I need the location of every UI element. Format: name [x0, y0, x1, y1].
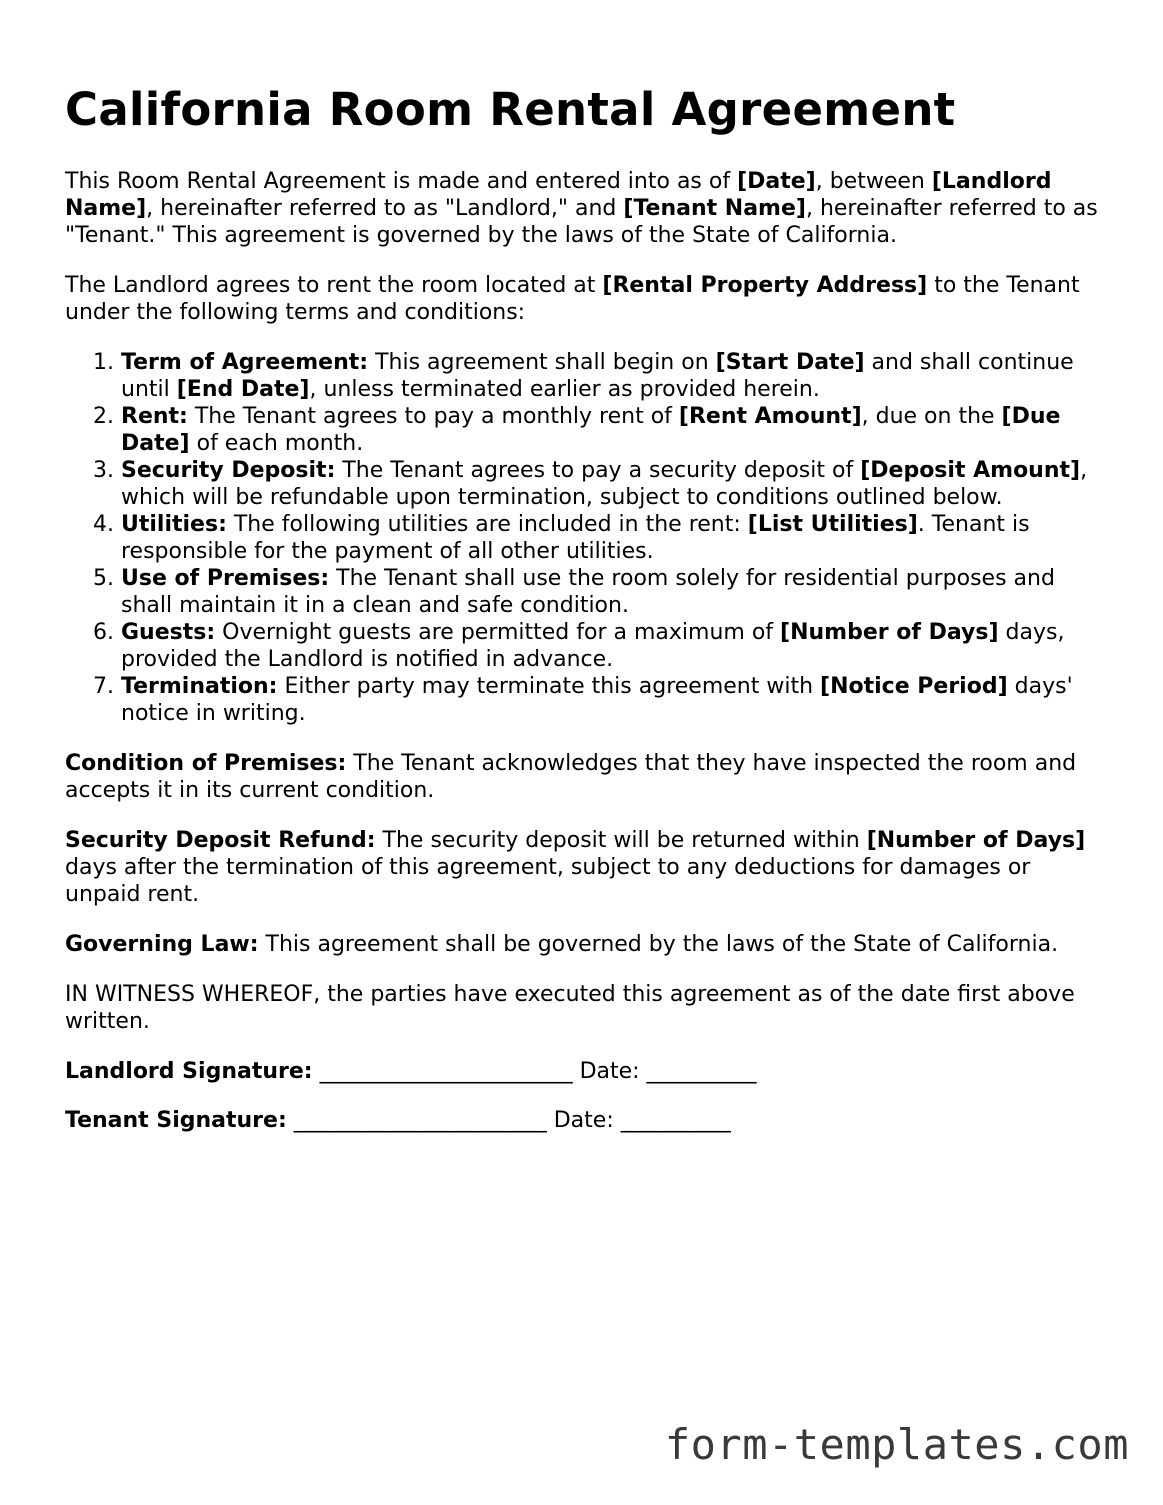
- deposit-amount-placeholder: [Deposit Amount]: [860, 458, 1081, 483]
- term-heading: Termination:: [121, 674, 278, 699]
- end-date-placeholder: [End Date]: [176, 377, 310, 402]
- date-placeholder: [Date]: [737, 169, 816, 194]
- landlord-name-placeholder: [Landlord Name]: [65, 169, 1052, 221]
- page-title: California Room Rental Agreement: [65, 83, 956, 136]
- premises-text: The Landlord agrees to rent the room located at: [65, 273, 603, 298]
- tenant-signature-blank: _______________________ Date: __________: [286, 1108, 731, 1133]
- governing-law-heading: Governing Law:: [65, 932, 259, 957]
- refund-days-placeholder: [Number of Days]: [866, 828, 1086, 853]
- intro-text: , hereinafter referred to as "Tenant." This agreement is governed by the laws of the State of California.: [65, 196, 1098, 248]
- governing-law-text: This agreement shall be governed by the laws of the State of California.: [258, 932, 1059, 957]
- watermark: form-templates.com: [664, 1420, 1129, 1469]
- term-heading: Utilities:: [121, 512, 227, 537]
- refund-text: days after the termination of this agreement, subject to any deductions for damages or unpaid rent.: [65, 855, 1031, 907]
- due-date-placeholder: [Due Date]: [121, 404, 1061, 456]
- witness-paragraph: IN WITNESS WHEREOF, the parties have executed this agreement as of the date first above written.: [65, 982, 1075, 1034]
- term-heading: Guests:: [121, 620, 216, 645]
- term-item-agreement: [121, 349, 1100, 403]
- term-text: , which will be refundable upon termination, subject to conditions outlined below.: [121, 458, 1088, 510]
- term-heading: Security Deposit:: [121, 458, 336, 483]
- terms-list: [65, 349, 1100, 727]
- intro-text: This Room Rental Agreement is made and entered into as of: [65, 169, 738, 194]
- intro-text: , hereinafter referred to as "Landlord," and: [146, 196, 624, 221]
- term-item-security-deposit: [121, 457, 1100, 511]
- condition-heading: Condition of Premises:: [65, 751, 347, 776]
- refund-heading: Security Deposit Refund:: [65, 828, 376, 853]
- governing-law-paragraph: [65, 931, 1100, 958]
- term-text: , unless terminated earlier as provided herein.: [309, 377, 820, 402]
- landlord-signature-blank: _______________________ Date: __________: [312, 1059, 757, 1084]
- landlord-signature-line: [65, 1058, 1100, 1085]
- term-text: The Tenant shall use the room solely for residential purposes and shall maintain it in a clean and safe condition.: [121, 566, 1055, 618]
- term-text: The Tenant agrees to pay a security deposit of: [335, 458, 861, 483]
- condition-text: The Tenant acknowledges that they have inspected the room and accepts it in its current condition.: [65, 751, 1077, 803]
- term-text: Either party may terminate this agreement with: [277, 674, 821, 699]
- utilities-placeholder: [List Utilities]: [747, 512, 918, 537]
- term-text: , due on the: [861, 404, 1002, 429]
- intro-paragraph: [65, 168, 1100, 249]
- document-page: [65, 82, 1100, 1156]
- tenant-name-placeholder: [Tenant Name]: [623, 196, 806, 221]
- intro-text: , between: [815, 169, 932, 194]
- tenant-signature-label: Tenant Signature:: [65, 1108, 287, 1133]
- rent-amount-placeholder: [Rent Amount]: [678, 404, 862, 429]
- term-heading: Rent:: [121, 404, 188, 429]
- term-item-rent: [121, 403, 1100, 457]
- term-text: days' notice in writing.: [121, 674, 1073, 726]
- start-date-placeholder: [Start Date]: [715, 350, 865, 375]
- number-of-days-placeholder: [Number of Days]: [780, 620, 999, 645]
- term-text: . Tenant is responsible for the payment of all other utilities.: [121, 512, 1030, 564]
- landlord-signature-label: Landlord Signature:: [65, 1059, 313, 1084]
- term-text: of each month.: [189, 431, 364, 456]
- term-heading: Use of Premises:: [121, 566, 330, 591]
- term-item-utilities: [121, 511, 1100, 565]
- term-item-use-of-premises: [121, 565, 1100, 619]
- term-text: Overnight guests are permitted for a maximum of: [215, 620, 781, 645]
- refund-paragraph: [65, 827, 1100, 908]
- premises-paragraph: [65, 272, 1100, 326]
- term-text: The following utilities are included in the rent:: [226, 512, 748, 537]
- notice-period-placeholder: [Notice Period]: [820, 674, 1008, 699]
- term-item-termination: [121, 673, 1100, 727]
- term-item-guests: [121, 619, 1100, 673]
- condition-paragraph: [65, 750, 1100, 804]
- term-text: The Tenant agrees to pay a monthly rent of: [187, 404, 679, 429]
- address-placeholder: [Rental Property Address]: [602, 273, 928, 298]
- term-heading: Term of Agreement:: [121, 350, 369, 375]
- term-text: days, provided the Landlord is notified in advance.: [121, 620, 1065, 672]
- refund-text: The security deposit will be returned within: [375, 828, 867, 853]
- term-text: This agreement shall begin on: [368, 350, 716, 375]
- term-text: and shall continue until: [121, 350, 1074, 402]
- premises-text: to the Tenant under the following terms and conditions:: [65, 273, 1080, 325]
- tenant-signature-line: [65, 1107, 1100, 1134]
